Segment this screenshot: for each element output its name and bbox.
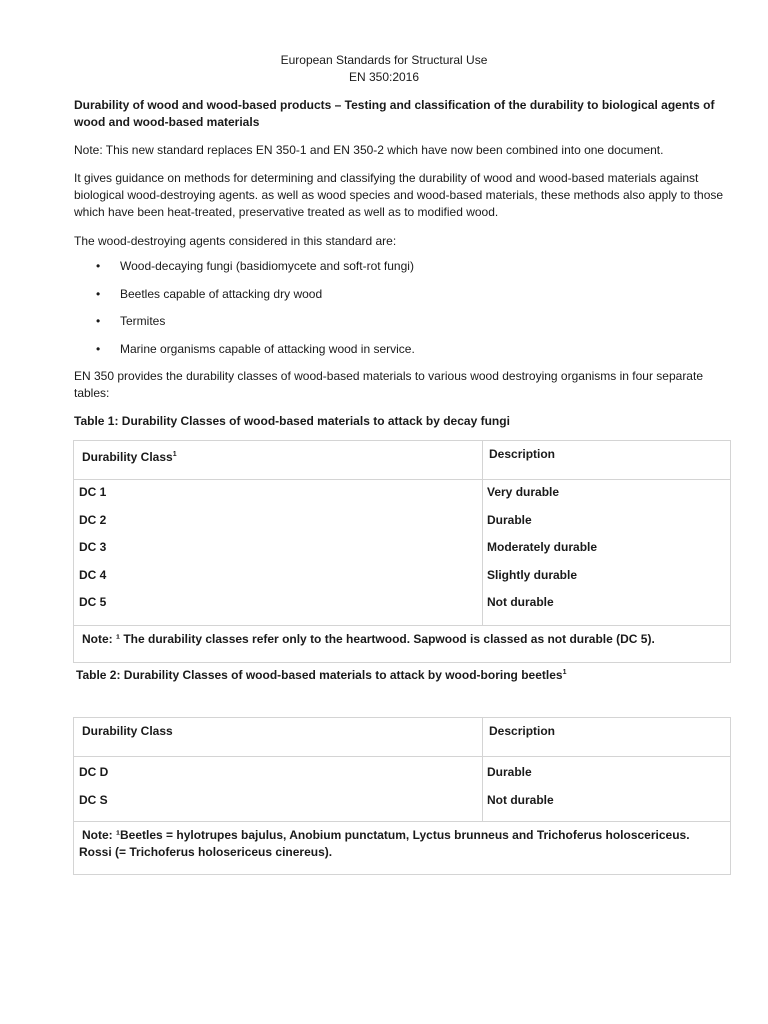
bullet-icon: • bbox=[96, 259, 101, 273]
table-body bbox=[74, 480, 730, 626]
document-title bbox=[0, 52, 768, 86]
table-body bbox=[74, 757, 730, 822]
table1-caption: Table 1: Durability Classes of wood-based materials to attack by decay fungi bbox=[74, 414, 510, 428]
table-row: DC 1 Very durable bbox=[79, 485, 560, 499]
table-header-row bbox=[74, 718, 730, 757]
table-row: DC S Not durable bbox=[79, 792, 554, 807]
list-item-text: Beetles capable of attacking dry wood bbox=[120, 286, 323, 301]
standard-heading: Durability of wood and wood-based products – Testing and classification of the durability to biological agents of wood and wood-based materials bbox=[74, 98, 715, 129]
tables-intro: EN 350 provides the durability classes of wood-based materials to various wood destroying organisms in four separate tables: bbox=[74, 369, 703, 400]
title-line-1: European Standards for Structural Use bbox=[280, 53, 488, 67]
list-item bbox=[74, 258, 714, 286]
table2-note-line-2: Rossi (= Trichoferus holosericeus cinereus). bbox=[79, 845, 333, 859]
table2 bbox=[73, 717, 731, 875]
column-header-class: Durability Class bbox=[82, 724, 173, 738]
table-header-row bbox=[74, 441, 730, 480]
list-item-text: Marine organisms capable of attacking wood in service. bbox=[120, 341, 415, 356]
list-item bbox=[74, 286, 714, 314]
column-header-description: Description bbox=[489, 724, 556, 738]
replacement-note: Note: This new standard replaces EN 350-1 and EN 350-2 which have now been combined into one document. bbox=[74, 143, 664, 157]
list-item bbox=[74, 313, 714, 341]
title-line-2: EN 350:2016 bbox=[348, 70, 420, 84]
column-header-description: Description bbox=[489, 447, 556, 461]
table2-note-line-1: Note: ¹Beetles = hylotrupes bajulus, Anobium punctatum, Lyctus brunneus and Trichoferus holoscericeus. bbox=[82, 828, 690, 842]
bullet-icon: • bbox=[96, 341, 101, 356]
column-header-class: Durability Class$^1$ bbox=[82, 450, 177, 464]
footnote-mark: 1 bbox=[172, 451, 177, 458]
list-item-text: Wood-decaying fungi (basidiomycete and soft-rot fungi) bbox=[120, 259, 414, 273]
table1-note: Note: ¹ The durability classes refer only to the heartwood. Sapwood is classed as not durable (DC 5). bbox=[82, 632, 655, 646]
table-row: DC D Durable bbox=[79, 765, 532, 779]
table-row: DC 4 Slightly durable bbox=[79, 567, 578, 582]
footnote-mark: 1 bbox=[562, 669, 567, 676]
table-row: DC 3 Moderately durable bbox=[79, 540, 598, 554]
agents-list bbox=[74, 258, 714, 368]
table2-note bbox=[74, 822, 730, 861]
table2-caption: Table 2: Durability Classes of wood-based materials to attack by wood-boring beetles$^1$ bbox=[76, 668, 567, 682]
table-row: DC 5 Not durable bbox=[79, 595, 554, 609]
list-item bbox=[74, 341, 714, 369]
table1 bbox=[73, 440, 731, 663]
table-row: DC 2 Durable bbox=[79, 512, 532, 527]
guidance-paragraph: It gives guidance on methods for determining and classifying the durability of wood and wood-based materials against biological wood-destroying agents. as well as wood species and wood-based materials, these methods also apply to those which have been heat-treated, preservative treated as well as to modified wood. bbox=[74, 171, 724, 219]
bullet-icon: • bbox=[96, 314, 101, 328]
bullet-icon: • bbox=[96, 286, 101, 301]
list-item-text: Termites bbox=[120, 314, 166, 328]
agents-intro: The wood-destroying agents considered in this standard are: bbox=[74, 234, 397, 248]
